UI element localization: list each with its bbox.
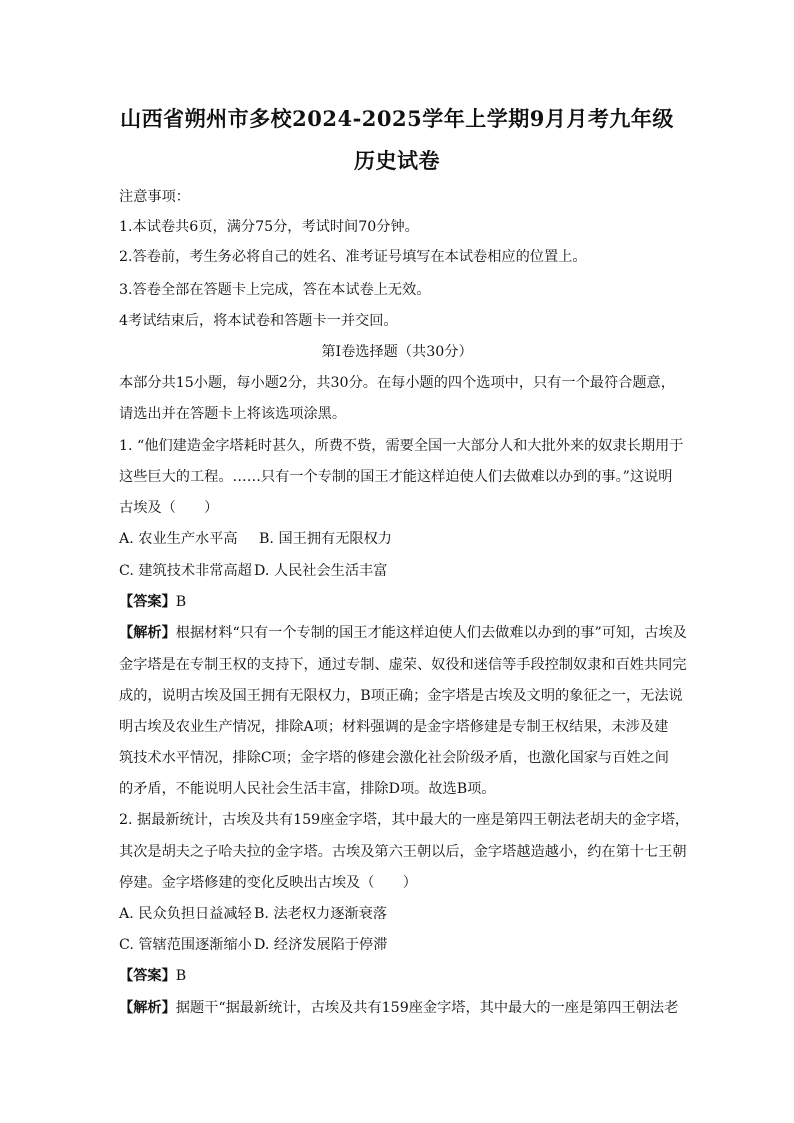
analysis-line <box>119 623 687 643</box>
option-c: C. 建筑技术非常高超 <box>119 563 252 579</box>
question-stem: 其次是胡夫之子哈夫拉的金字塔。古埃及第六王朝以后，金字塔越造越小，约在第十七王朝 <box>119 844 687 860</box>
notice-item: 1.本试卷共6页，满分75分，考试时间70分钟。 <box>119 219 419 235</box>
option-d: D. 经济发展陷于停滞 <box>254 937 388 953</box>
analysis-text: 的矛盾，不能说明人民社会生活丰富，排除D项。故选B项。 <box>119 781 496 797</box>
analysis-text: 明古埃及农业生产情况，排除A项；材料强调的是金字塔修建是专制王权结果，未涉及建 <box>119 719 669 735</box>
answer-line <box>119 966 679 986</box>
answer-line <box>119 592 679 612</box>
option-row <box>119 904 679 924</box>
answer-label: 【答案】 <box>119 968 176 984</box>
section-heading: 第Ⅰ卷选择题（共30分） <box>321 344 473 360</box>
answer-value: B <box>175 968 187 984</box>
exam-title: 山西省朔州市多校2024-2025学年上学期9月月考九年级 <box>120 106 674 131</box>
analysis-text: 筑技术水平情况，排除C项；金字塔的修建会激化社会阶级矛盾，也激化国家与百姓之间 <box>119 750 669 766</box>
answer-label: 【答案】 <box>119 594 176 610</box>
notice-item: 3.答卷全部在答题卡上完成，答在本试卷上无效。 <box>119 282 431 298</box>
option-d: D. 人民社会生活丰富 <box>254 563 388 579</box>
option-a: A. 农业生产水平高 <box>119 531 238 547</box>
notice-item: 2.答卷前，考生务必将自己的姓名、准考证号填写在本试卷相应的位置上。 <box>119 249 587 265</box>
question-stem: 古埃及（ ） <box>119 500 219 516</box>
option-row <box>119 529 679 549</box>
question-stem: 停建。金字塔修建的变化反映出古埃及（ ） <box>119 875 417 891</box>
option-c: C. 管辖范围逐渐缩小 <box>119 937 252 953</box>
section-intro: 本部分共15小题，每小题2分，共30分。在每小题的四个选项中，只有一个最符合题意， <box>119 375 675 391</box>
answer-value: B <box>175 594 187 610</box>
question-stem: 1. “他们建造金字塔耗时甚久，所费不赀，需要全国一大部分人和大批外来的奴隶长期用于 <box>119 438 684 454</box>
option-b: B. 国王拥有无限权力 <box>259 531 392 547</box>
analysis-text: 金字塔是在专制王权的支持下，通过专制、虚荣、奴役和迷信等手段控制奴隶和百姓共同完 <box>119 657 687 673</box>
analysis-line <box>119 998 679 1018</box>
section-intro: 请选出并在答题卡上将该选项涂黑。 <box>119 406 347 422</box>
option-b: B. 法老权力逐渐衰落 <box>254 906 387 922</box>
question-stem: 这些巨大的工程。……只有一个专制的国王才能这样迫使人们去做难以办到的事。”这说明 <box>119 469 673 485</box>
analysis-text: 成的，说明古埃及国王拥有无限权力，B项正确；金字塔是古埃及文明的象征之一，无法说 <box>119 688 683 704</box>
analysis-label: 【解析】 <box>119 1000 176 1016</box>
analysis-label: 【解析】 <box>119 625 176 641</box>
option-row <box>119 561 679 581</box>
notice-item: 4考试结束后，将本试卷和答题卡一并交回。 <box>119 313 398 329</box>
option-row <box>119 935 679 955</box>
exam-subtitle: 历史试卷 <box>354 148 440 173</box>
option-a: A. 民众负担日益减轻 <box>119 906 252 922</box>
analysis-text: 据题干“据最新统计，古埃及共有159座金字塔，其中最大的一座是第四王朝法老 <box>175 1000 679 1016</box>
analysis-text: 根据材料“只有一个专制的国王才能这样迫使人们去做难以办到的事”可知，古埃及 <box>175 625 687 641</box>
notice-heading: 注意事项： <box>119 189 190 205</box>
question-stem: 2. 据最新统计，古埃及共有159座金字塔，其中最大的一座是第四王朝法老胡夫的金字塔， <box>119 812 690 828</box>
